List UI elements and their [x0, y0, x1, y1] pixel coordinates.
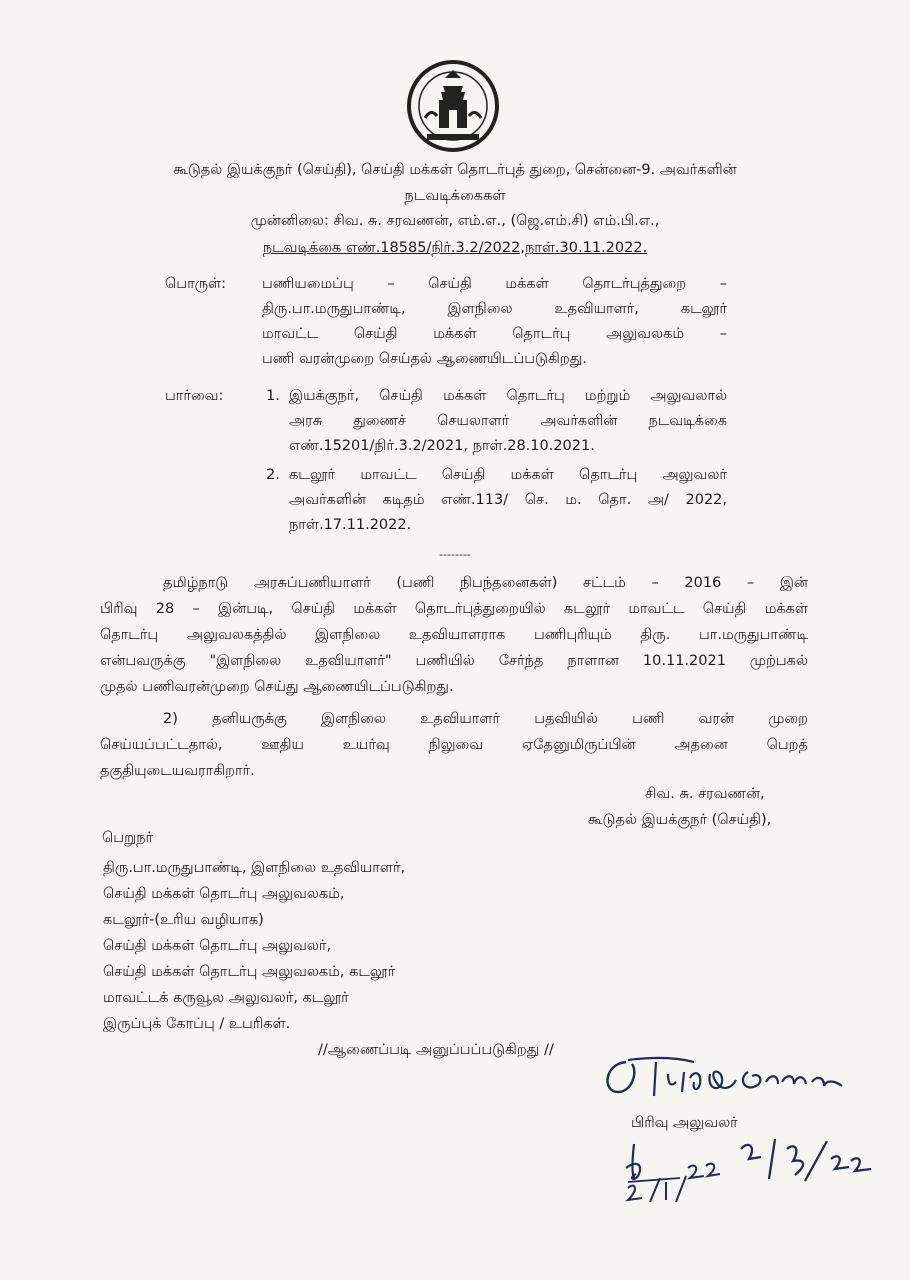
reference-line: அரசு துணைச் செயலாளர் அவர்களின் நடவடிக்கை	[289, 413, 727, 429]
recipient-line: செய்தி மக்கள் தொடர்பு அலுவலகம்,	[103, 886, 345, 902]
paragraph-line: தமிழ்நாடு அரசுப்பணியாளர் (பணி நிபந்தனைகள்) சட்டம் – 2016 – இன்	[163, 575, 808, 591]
reference-line: கடலூர் மாவட்ட செய்தி மக்கள் தொடர்பு அலுவலர்	[289, 467, 727, 483]
header-line-1: கூடுதல் இயக்குநர் (செய்தி), செய்தி மக்கள் தொடர்புத் துறை, சென்னை-9. அவர்களின்	[173, 162, 737, 178]
proceeding-number: நடவடிக்கை எண்.18585/நிர்.3.2/2022,நாள்.30.11.2022.	[262, 240, 648, 256]
paragraph-line: பிரிவு 28 – இன்படி, செய்தி மக்கள் தொடர்புத்துறையில் கடலூர் மாவட்ட செய்தி மக்கள்	[100, 601, 808, 617]
separator: --------	[439, 548, 471, 561]
recipient-line: மாவட்டக் கருவூல அலுவலர், கடலூர்	[103, 990, 349, 1006]
paragraph-line: முதல் பணிவரன்முறை செய்து ஆணையிடப்படுகிறது.	[100, 679, 454, 695]
reference-line: நாள்.17.11.2022.	[289, 517, 412, 533]
subject-line: திரு.பா.மருதுபாண்டி, இளநிலை உதவியாளர், கடலூர்	[262, 301, 727, 317]
handwritten-signature-icon	[598, 1052, 858, 1112]
reference-number: 2.	[266, 467, 280, 483]
handwritten-date-icon	[735, 1135, 875, 1195]
paragraph-line: தகுதியுடையவராகிறார்.	[100, 763, 255, 779]
paragraph-line: தொடர்பு அலுவலகத்தில் இளநிலை உதவியாளராக பணிபுரியும் திரு. பா.மருதுபாண்டி	[100, 627, 808, 643]
subject-line: மாவட்ட செய்தி மக்கள் தொடர்பு அலுவலகம் –	[262, 326, 727, 342]
paragraph-line: செய்யப்பட்டதால், ஊதிய உயர்வு நிலுவை ஏதேனுமிருப்பின் அதனை பெறத்	[100, 737, 808, 753]
signatory-name: சிவ. சு. சரவணன்,	[645, 786, 765, 802]
reference-line: இயக்குநர், செய்தி மக்கள் தொடர்பு மற்றும் அலுவலால்	[289, 388, 727, 404]
handwritten-initials-date-icon	[620, 1138, 720, 1206]
paragraph-line: என்பவருக்கு "இளநிலை உதவியாளர்" பணியில் சேர்ந்த நாளான 10.11.2021 முற்பகல்	[100, 653, 808, 669]
reference-line: அவர்களின் கடிதம் எண்.113/ செ. ம. தொ. அ/ 2022,	[289, 492, 727, 508]
section-officer-label: பிரிவு அலுவலர்	[631, 1115, 738, 1131]
subject-label: பொருள்:	[165, 276, 227, 292]
paragraph-line: 2) தனியருக்கு இளநிலை உதவியாளர் பதவியில் பணி வரன் முறை	[163, 711, 808, 727]
reference-number: 1.	[266, 388, 280, 404]
subject-line: பணி வரன்முறை செய்தல் ஆணையிடப்படுகிறது.	[262, 351, 587, 367]
header-line-2: நடவடிக்கைகள்	[404, 188, 506, 204]
forwarded-note: //ஆணைப்படி அனுப்பப்படுகிறது //	[318, 1042, 554, 1058]
recipient-line: செய்தி மக்கள் தொடர்பு அலுவலகம், கடலூர்	[103, 964, 396, 980]
recipient-line: கடலூர்-(உரிய வழியாக)	[103, 912, 264, 928]
reference-label: பார்வை:	[165, 388, 224, 404]
recipient-label: பெறுநர்	[102, 830, 154, 846]
presence-line: முன்னிலை: சிவ. சு. சரவணன், எம்.எ., (ஜெ.எம்.சி) எம்.பி.எ.,	[250, 213, 660, 229]
recipient-line: செய்தி மக்கள் தொடர்பு அலுவலர்,	[103, 938, 332, 954]
reference-line: எண்.15201/நிர்.3.2/2021, நாள்.28.10.2021.	[289, 438, 595, 454]
subject-line: பணியமைப்பு – செய்தி மக்கள் தொடர்புத்துறை –	[262, 276, 727, 292]
recipient-line: இருப்புக் கோப்பு / உபரிகள்.	[103, 1016, 291, 1032]
signatory-designation: கூடுதல் இயக்குநர் (செய்தி),	[588, 812, 772, 828]
recipient-line: திரு.பா.மருதுபாண்டி, இளநிலை உதவியாளர்,	[103, 860, 406, 876]
tamil-nadu-emblem-icon	[405, 58, 501, 158]
